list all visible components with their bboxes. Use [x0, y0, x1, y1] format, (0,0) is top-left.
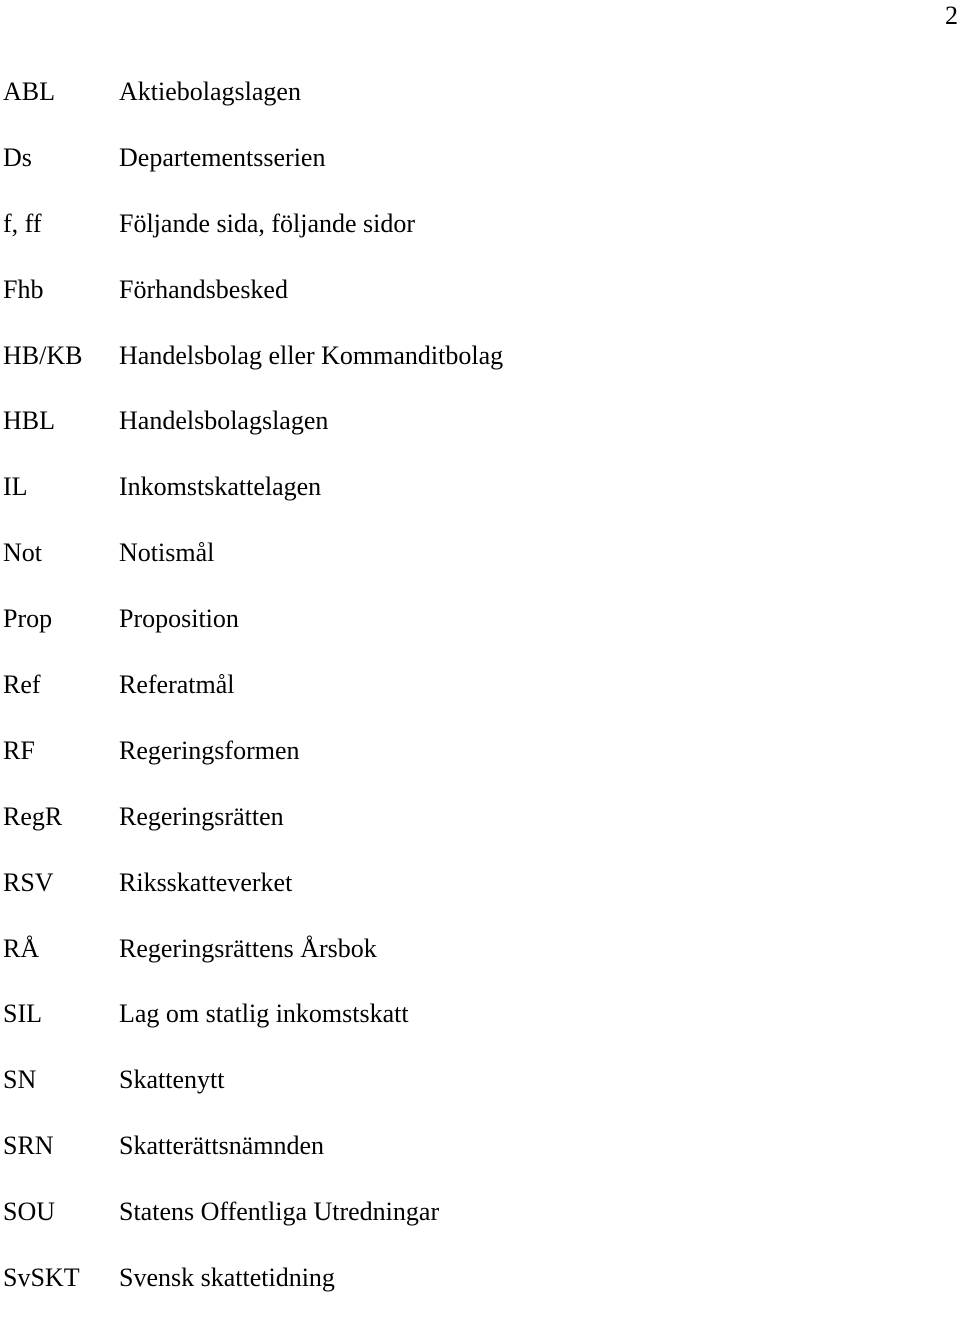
abbreviation-meaning: Proposition — [119, 604, 239, 634]
abbreviation: Fhb — [3, 274, 44, 304]
abbreviation-row — [3, 865, 943, 931]
abbreviation: HBL — [3, 406, 55, 436]
abbreviation: Not — [3, 538, 42, 568]
abbreviation-row — [3, 931, 943, 997]
abbreviation-meaning: Statens Offentliga Utredningar — [119, 1197, 440, 1227]
abbreviation-row — [3, 74, 943, 140]
abbreviation-list — [3, 74, 943, 1326]
abbreviation-row — [3, 338, 943, 404]
abbreviation-meaning: Skattenytt — [119, 1065, 225, 1095]
abbreviation: RSV — [3, 867, 54, 897]
abbreviation-row — [3, 535, 943, 601]
abbreviation-row — [3, 996, 943, 1062]
abbreviation: ABL — [3, 77, 55, 106]
abbreviation-meaning: Handelsbolagslagen — [119, 406, 329, 436]
abbreviation-meaning: Handelsbolag eller Kommanditbolag — [119, 340, 504, 370]
abbreviation-row — [3, 1194, 943, 1260]
abbreviation-meaning: Förhandsbesked — [119, 274, 288, 304]
abbreviation-row — [3, 1062, 943, 1128]
abbreviation: RÅ — [3, 933, 40, 963]
abbreviation: RF — [3, 735, 35, 765]
page-number: 2 — [945, 1, 958, 30]
abbreviation: SN — [3, 1065, 37, 1095]
abbreviation: SIL — [3, 999, 42, 1029]
abbreviation-meaning: Aktiebolagslagen — [119, 77, 301, 106]
abbreviation: SRN — [3, 1131, 54, 1161]
abbreviation: f, ff — [3, 208, 42, 238]
abbreviation-meaning: Följande sida, följande sidor — [119, 208, 416, 238]
abbreviation-meaning: Regeringsrätten — [119, 801, 284, 831]
abbreviation-meaning: Lag om statlig inkomstskatt — [119, 999, 409, 1029]
abbreviation-meaning: Notismål — [119, 538, 215, 568]
abbreviation-row — [3, 799, 943, 865]
abbreviation-row — [3, 601, 943, 667]
abbreviation-meaning: Inkomstskattelagen — [119, 472, 322, 502]
abbreviation-row — [3, 733, 943, 799]
abbreviation-meaning: Departementsserien — [119, 142, 326, 172]
abbreviation-meaning: Referatmål — [119, 670, 235, 700]
abbreviation-row — [3, 272, 943, 338]
abbreviation-meaning: Svensk skattetidning — [119, 1263, 335, 1293]
abbreviation-meaning: Riksskatteverket — [119, 867, 293, 897]
abbreviation: Ref — [3, 670, 41, 700]
abbreviation: Ds — [3, 142, 32, 172]
abbreviation-row — [3, 140, 943, 206]
abbreviation-meaning: Regeringsrättens Årsbok — [119, 933, 377, 963]
abbreviation-row — [3, 206, 943, 272]
abbreviation: HB/KB — [3, 340, 83, 370]
abbreviation-row — [3, 1128, 943, 1194]
abbreviation: IL — [3, 472, 28, 502]
abbreviation: RegR — [3, 801, 63, 831]
abbreviation-meaning: Skatterättsnämnden — [119, 1131, 325, 1161]
abbreviation-meaning: Regeringsformen — [119, 735, 300, 765]
abbreviation: SvSKT — [3, 1263, 80, 1293]
abbreviation-row — [3, 469, 943, 535]
abbreviation-row — [3, 1260, 943, 1326]
abbreviation: Prop — [3, 604, 53, 634]
abbreviation: SOU — [3, 1197, 56, 1227]
abbreviation-row — [3, 403, 943, 469]
abbreviation-row — [3, 667, 943, 733]
